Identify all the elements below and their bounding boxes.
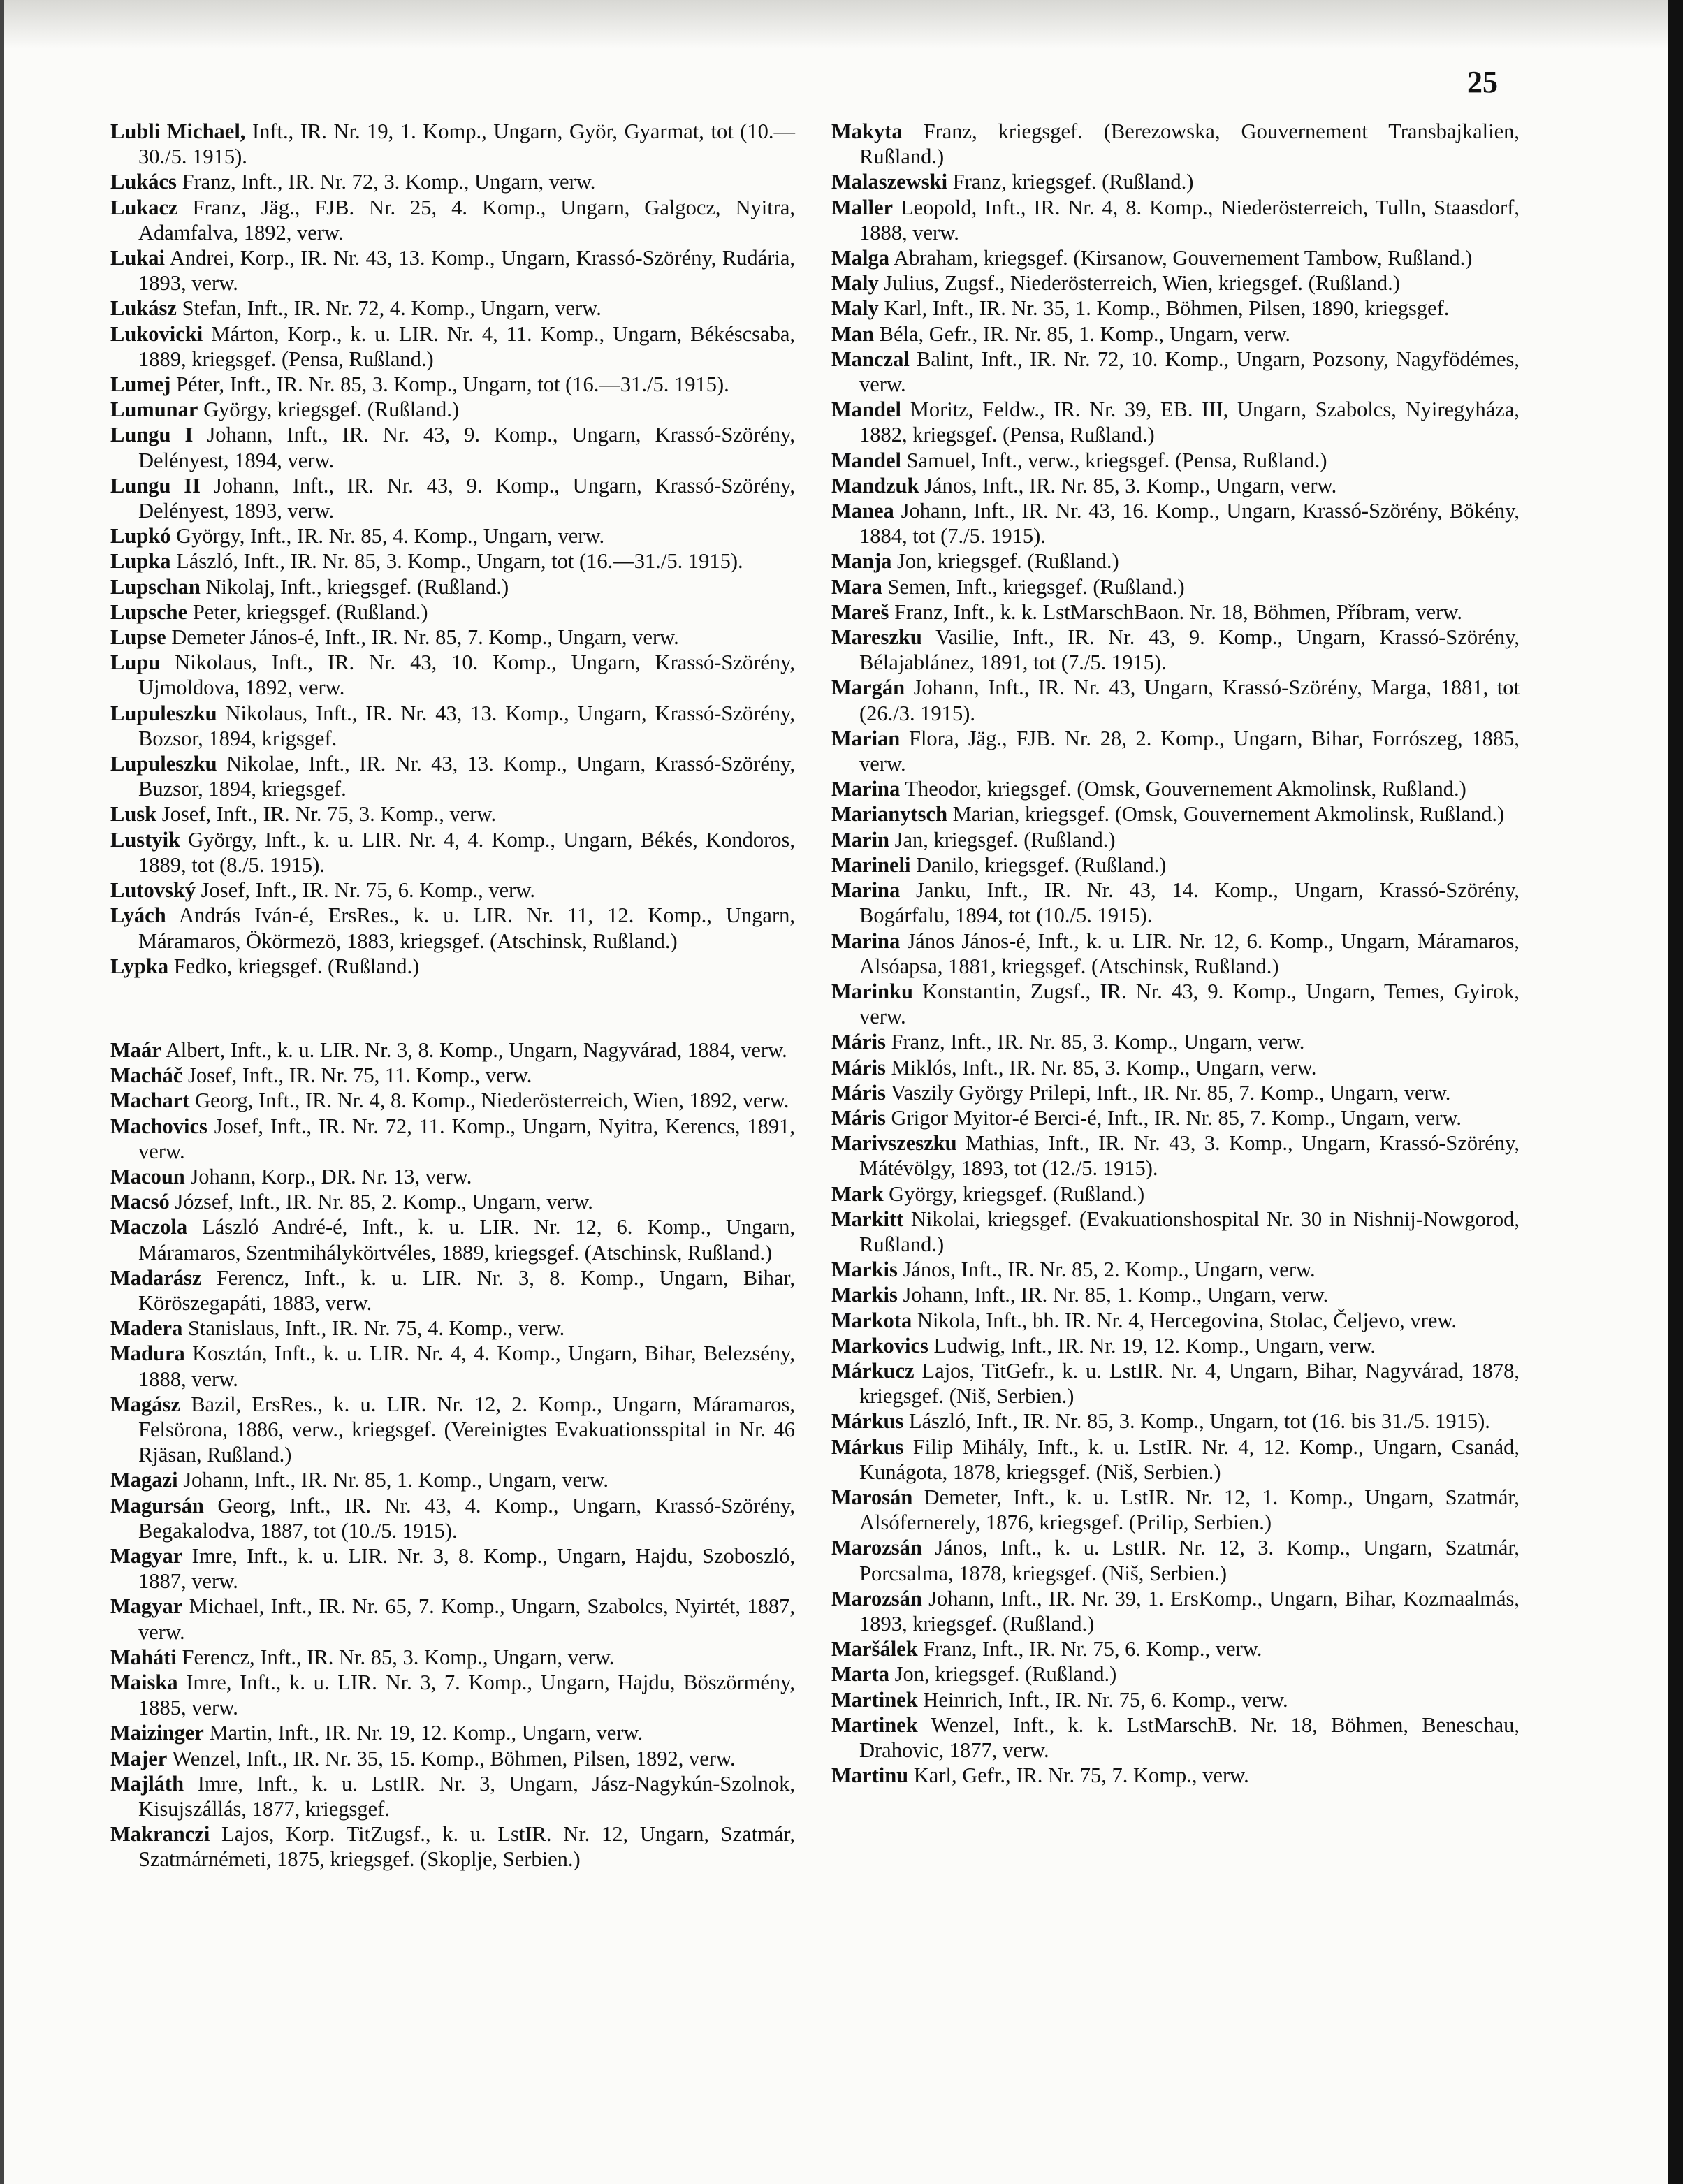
entry-surname: Márkus bbox=[831, 1434, 904, 1459]
register-entry bbox=[110, 954, 795, 979]
register-entry bbox=[110, 701, 795, 751]
entry-details: Grigor Myitor-é Berci-é, Inft., IR. Nr. 85, 7. Komp., Ungarn, verw. bbox=[885, 1105, 1462, 1130]
entry-surname: Márkucz bbox=[831, 1358, 915, 1383]
register-entry bbox=[831, 1358, 1520, 1408]
entry-surname: Maczola bbox=[110, 1215, 188, 1239]
entry-surname: Martinu bbox=[831, 1763, 909, 1788]
scan-edge-left bbox=[0, 0, 4, 2184]
register-entry bbox=[110, 599, 795, 625]
entry-surname: Marozsán bbox=[831, 1536, 922, 1560]
register-entry bbox=[831, 1080, 1520, 1105]
entry-surname: Lungu I bbox=[110, 423, 194, 447]
entry-details: Josef, Inft., IR. Nr. 72, 11. Komp., Ungarn, Nyitra, Kerencs, 1891, verw. bbox=[138, 1114, 795, 1163]
entry-details: Peter, kriegsgef. (Rußland.) bbox=[187, 599, 428, 624]
register-entry bbox=[831, 979, 1520, 1029]
entry-details: Wenzel, Inft., k. k. LstMarschB. Nr. 18, Böhmen, Beneschau, Drahovic, 1877, verw. bbox=[859, 1712, 1520, 1762]
entry-details: Martin, Inft., IR. Nr. 19, 12. Komp., Ungarn, verw. bbox=[203, 1721, 643, 1745]
entry-surname: Lypka bbox=[110, 954, 169, 978]
entry-surname: Malaszewski bbox=[831, 170, 948, 194]
register-entry bbox=[110, 650, 795, 700]
entry-surname: Marina bbox=[831, 878, 901, 903]
entry-surname: Macsó bbox=[110, 1190, 170, 1214]
entry-details: Josef, Inft., IR. Nr. 75, 11. Komp., verw. bbox=[182, 1063, 532, 1088]
entry-details: Franz, Inft., IR. Nr. 85, 3. Komp., Ungarn, verw. bbox=[885, 1030, 1305, 1054]
entry-surname: Máris bbox=[831, 1055, 886, 1079]
entry-details: Johann, Inft., IR. Nr. 43, 9. Komp., Ungarn, Krassó-Szörény, Delényest, 1893, verw. bbox=[138, 473, 795, 523]
register-entry bbox=[831, 1257, 1520, 1282]
entry-surname: Mandel bbox=[831, 448, 901, 472]
entry-surname: Maizinger bbox=[110, 1721, 204, 1745]
entry-surname: Marin bbox=[831, 827, 890, 852]
entry-surname: Lupsche bbox=[110, 599, 188, 624]
entry-surname: Madura bbox=[110, 1341, 185, 1366]
register-entry bbox=[110, 548, 795, 574]
register-entry bbox=[110, 1038, 795, 1063]
entry-surname: Máris bbox=[831, 1030, 886, 1054]
register-entry bbox=[831, 245, 1520, 270]
entry-surname: Marina bbox=[831, 777, 901, 801]
register-entry bbox=[110, 574, 795, 599]
entry-details: Semen, Inft., kriegsgef. (Rußland.) bbox=[882, 574, 1185, 599]
entry-surname: Majláth bbox=[110, 1771, 184, 1796]
entry-surname: Lustyik bbox=[110, 827, 181, 852]
entry-details: Johann, Inft., IR. Nr. 85, 1. Komp., Ungarn, verw. bbox=[177, 1468, 609, 1492]
register-entry bbox=[110, 1265, 795, 1316]
register-entry bbox=[110, 1594, 795, 1644]
register-entry bbox=[831, 1207, 1520, 1257]
register-entry bbox=[831, 1308, 1520, 1333]
entry-surname: Manja bbox=[831, 549, 892, 574]
register-entry bbox=[110, 903, 795, 953]
entry-details: Karl, Inft., IR. Nr. 35, 1. Komp., Böhmen, Pilsen, 1890, kriegsgef. bbox=[878, 296, 1450, 321]
entry-surname: Madarász bbox=[110, 1265, 202, 1290]
scan-edge-right bbox=[1668, 0, 1683, 2184]
register-entry bbox=[110, 625, 795, 650]
entry-details: Georg, Inft., IR. Nr. 4, 8. Komp., Niederösterreich, Wien, 1892, verw. bbox=[189, 1089, 789, 1113]
entry-surname: Maršálek bbox=[831, 1637, 918, 1661]
register-entry bbox=[110, 1114, 795, 1164]
register-entry bbox=[831, 1029, 1520, 1054]
entry-surname: Marianytsch bbox=[831, 802, 948, 827]
entry-surname: Manczal bbox=[831, 347, 910, 371]
register-entry bbox=[110, 169, 795, 194]
register-entry bbox=[110, 422, 795, 472]
entry-details: Josef, Inft., IR. Nr. 75, 3. Komp., verw. bbox=[156, 802, 497, 827]
entry-surname: Maly bbox=[831, 271, 879, 296]
entry-details: Theodor, kriegsgef. (Omsk, Gouvernement Akmolinsk, Rußland.) bbox=[900, 777, 1466, 801]
entry-details: Abraham, kriegsgef. (Kirsanow, Gouvernement Tambow, Rußland.) bbox=[889, 246, 1473, 270]
entry-surname: Man bbox=[831, 321, 874, 346]
entry-surname: Machart bbox=[110, 1089, 190, 1113]
scan-shadow-top bbox=[0, 0, 1668, 49]
register-entry bbox=[831, 1586, 1520, 1636]
register-entry bbox=[110, 245, 795, 296]
entry-details: Johann, Inft., IR. Nr. 43, 16. Komp., Ungarn, Krassó-Szörény, Bökény, 1884, tot (7./5. 1915). bbox=[859, 499, 1520, 548]
entry-surname: Lumej bbox=[110, 372, 171, 397]
entry-details: Franz, Inft., IR. Nr. 72, 3. Komp., Ungarn, verw. bbox=[176, 170, 596, 194]
entry-details: Péter, Inft., IR. Nr. 85, 3. Komp., Ungarn, tot (16.—31./5. 1915). bbox=[170, 372, 729, 397]
entry-surname: Maháti bbox=[110, 1645, 177, 1669]
entry-details: Franz, Inft., IR. Nr. 75, 6. Komp., verw. bbox=[917, 1637, 1262, 1661]
entry-surname: Manea bbox=[831, 499, 894, 523]
register-entry bbox=[831, 119, 1520, 169]
entry-details: László, Inft., IR. Nr. 85, 3. Komp., Ungarn, tot (16.—31./5. 1915). bbox=[170, 549, 743, 574]
left-column bbox=[110, 119, 795, 1872]
entry-details: András Iván-é, ErsRes., k. u. LIR. Nr. 11, 12. Komp., Ungarn, Máramaros, Ökörmezö, 1883, kriegsgef. (Atschinsk, Rußland.) bbox=[138, 903, 795, 953]
register-entry bbox=[110, 1467, 795, 1492]
register-entry bbox=[831, 548, 1520, 574]
entry-surname: Lupu bbox=[110, 650, 161, 675]
register-entry bbox=[831, 1763, 1520, 1788]
entry-details: Franz, kriegsgef. (Rußland.) bbox=[947, 170, 1194, 194]
entry-surname: Machovics bbox=[110, 1114, 207, 1138]
entry-details: János, Inft., IR. Nr. 85, 2. Komp., Ungarn, verw. bbox=[897, 1258, 1316, 1282]
entry-surname: Madera bbox=[110, 1316, 183, 1341]
entry-surname: Mareš bbox=[831, 599, 889, 624]
entry-details: János János-é, Inft., k. u. LIR. Nr. 12, 6. Komp., Ungarn, Máramaros, Alsóapsa, 1881, kriegsgef. (Atschinsk, Rußland.) bbox=[859, 929, 1520, 978]
register-entry bbox=[831, 1333, 1520, 1358]
register-entry bbox=[110, 1746, 795, 1771]
entry-details: Franz, Jäg., FJB. Nr. 25, 4. Komp., Ungarn, Galgocz, Nyitra, Adamfalva, 1892, verw. bbox=[138, 195, 795, 245]
entry-details: Samuel, Inft., verw., kriegsgef. (Pensa, Rußland.) bbox=[901, 448, 1327, 472]
register-entry bbox=[831, 1485, 1520, 1535]
entry-details: Lajos, Korp. TitZugsf., k. u. LstIR. Nr. 12, Ungarn, Szatmár, Szatmárnémeti, 1875, kriegsgef. (Skoplje, Serbien.) bbox=[138, 1822, 795, 1872]
register-entry bbox=[831, 726, 1520, 776]
entry-details: Heinrich, Inft., IR. Nr. 75, 6. Komp., verw. bbox=[917, 1687, 1288, 1712]
entry-surname: Lukász bbox=[110, 296, 177, 321]
entry-details: Flora, Jäg., FJB. Nr. 28, 2. Komp., Ungarn, Bihar, Forrószeg, 1885, verw. bbox=[859, 726, 1520, 776]
entry-details: Jan, kriegsgef. (Rußland.) bbox=[889, 827, 1116, 852]
entry-surname: Lubli Michael, bbox=[110, 119, 246, 143]
entry-details: Miklós, Inft., IR. Nr. 85, 3. Komp., Ungarn, verw. bbox=[885, 1055, 1317, 1079]
entry-details: Stefan, Inft., IR. Nr. 72, 4. Komp., Ungarn, verw. bbox=[176, 296, 602, 321]
entry-details: Janku, Inft., IR. Nr. 43, 14. Komp., Ungarn, Krassó-Szörény, Bogárfalu, 1894, tot (10./5. 1915). bbox=[859, 878, 1520, 928]
register-entry bbox=[831, 1055, 1520, 1080]
entry-details: Nikolae, Inft., IR. Nr. 43, 13. Komp., Ungarn, Krassó-Szörény, Buzsor, 1894, kriegsgef. bbox=[138, 752, 795, 801]
register-entry bbox=[110, 1063, 795, 1088]
entry-details: Kosztán, Inft., k. u. LIR. Nr. 4, 4. Komp., Ungarn, Bihar, Belezsény, 1888, verw. bbox=[138, 1341, 795, 1391]
entry-surname: Lukács bbox=[110, 170, 177, 194]
register-entry bbox=[831, 270, 1520, 296]
register-entry bbox=[110, 372, 795, 397]
entry-details: Fedko, kriegsgef. (Rußland.) bbox=[168, 954, 420, 978]
entry-details: Konstantin, Zugsf., IR. Nr. 43, 9. Komp., Ungarn, Temes, Gyirok, verw. bbox=[859, 979, 1520, 1029]
entry-surname: Marozsán bbox=[831, 1586, 922, 1610]
entry-surname: Markis bbox=[831, 1258, 898, 1282]
register-entry bbox=[831, 296, 1520, 321]
entry-surname: Lukacz bbox=[110, 195, 178, 219]
register-entry bbox=[110, 751, 795, 801]
entry-details: Johann, Inft., IR. Nr. 39, 1. ErsKomp., Ungarn, Bihar, Kozmaalmás, 1893, kriegsgef. (Rußland.) bbox=[859, 1586, 1520, 1636]
entry-details: László, Inft., IR. Nr. 85, 3. Komp., Ungarn, tot (16. bis 31./5. 1915). bbox=[903, 1409, 1490, 1434]
entry-details: Ferencz, Inft., k. u. LIR. Nr. 3, 8. Komp., Ungarn, Bihar, Köröszegapáti, 1883, verw. bbox=[138, 1265, 795, 1315]
register-entry bbox=[110, 119, 795, 169]
entry-surname: Makyta bbox=[831, 119, 903, 143]
register-entry bbox=[110, 1645, 795, 1670]
entry-details: Leopold, Inft., IR. Nr. 4, 8. Komp., Niederösterreich, Tulln, Staasdorf, 1888, verw. bbox=[859, 195, 1520, 245]
entry-surname: Marinku bbox=[831, 979, 913, 1003]
register-entry bbox=[110, 1088, 795, 1113]
entry-surname: Lupse bbox=[110, 625, 166, 650]
right-column bbox=[831, 119, 1520, 1788]
entry-details: György, Inft., k. u. LIR. Nr. 4, 4. Komp., Ungarn, Békés, Kondoros, 1889, tot (8./5. 1915). bbox=[138, 827, 795, 877]
register-entry bbox=[110, 1771, 795, 1821]
register-entry bbox=[110, 1164, 795, 1189]
entry-surname: Lungu II bbox=[110, 473, 201, 497]
register-entry bbox=[110, 1720, 795, 1745]
entry-details: Marian, kriegsgef. (Omsk, Gouvernement Akmolinsk, Rußland.) bbox=[947, 802, 1505, 827]
register-entry bbox=[831, 473, 1520, 498]
register-entry bbox=[110, 1821, 795, 1872]
register-entry bbox=[110, 195, 795, 245]
register-entry bbox=[831, 169, 1520, 194]
register-entry bbox=[831, 675, 1520, 725]
entry-surname: Lusk bbox=[110, 802, 157, 827]
entry-details: Nikolai, kriegsgef. (Evakuationshospital Nr. 30 in Nishnij-Nowgorod, Rußland.) bbox=[859, 1207, 1520, 1256]
register-entry bbox=[831, 1105, 1520, 1130]
entry-surname: Lupuleszku bbox=[110, 701, 217, 725]
entry-surname: Magyar bbox=[110, 1543, 183, 1568]
entry-surname: Lupschan bbox=[110, 574, 201, 599]
entry-details: Stanislaus, Inft., IR. Nr. 75, 4. Komp., verw. bbox=[182, 1316, 565, 1341]
register-entry bbox=[831, 878, 1520, 928]
register-entry bbox=[110, 827, 795, 878]
section-gap bbox=[110, 979, 795, 1038]
register-entry bbox=[110, 397, 795, 422]
entry-surname: Lupkó bbox=[110, 524, 171, 548]
register-entry bbox=[831, 195, 1520, 245]
entry-surname: Maár bbox=[110, 1038, 161, 1062]
entry-surname: Malga bbox=[831, 246, 890, 270]
register-entry bbox=[831, 321, 1520, 347]
entry-surname: Lyách bbox=[110, 903, 166, 928]
page-number: 25 bbox=[1467, 65, 1498, 99]
entry-surname: Mark bbox=[831, 1181, 884, 1206]
register-entry bbox=[831, 397, 1520, 447]
entry-details: József, Inft., IR. Nr. 85, 2. Komp., Ungarn, verw. bbox=[169, 1190, 593, 1214]
entry-details: Ferencz, Inft., IR. Nr. 85, 3. Komp., Ungarn, verw. bbox=[176, 1645, 615, 1669]
entry-details: Mathias, Inft., IR. Nr. 43, 3. Komp., Ungarn, Krassó-Szörény, Mátévölgy, 1893, tot (12./5. 1915). bbox=[859, 1131, 1520, 1181]
register-entry bbox=[831, 625, 1520, 675]
entry-details: Nikola, Inft., bh. IR. Nr. 4, Hercegovina, Stolac, Čeljevo, vrew. bbox=[912, 1308, 1457, 1332]
entry-details: Lajos, TitGefr., k. u. LstIR. Nr. 4, Ungarn, Bihar, Nagyvárad, 1878, kriegsgef. (Niš, Serbien.) bbox=[859, 1358, 1520, 1408]
register-entry bbox=[110, 473, 795, 523]
register-entry bbox=[110, 1316, 795, 1341]
entry-details: Albert, Inft., k. u. LIR. Nr. 3, 8. Komp., Ungarn, Nagyvárad, 1884, verw. bbox=[161, 1038, 787, 1062]
entry-details: Moritz, Feldw., IR. Nr. 39, EB. III, Ungarn, Szabolcs, Nyiregyháza, 1882, kriegsgef. (Pensa, Rußland.) bbox=[859, 398, 1520, 447]
entry-surname: Macháč bbox=[110, 1063, 183, 1088]
entry-surname: Magyar bbox=[110, 1594, 183, 1619]
register-entry bbox=[831, 599, 1520, 625]
register-entry bbox=[110, 1670, 795, 1720]
entry-details: Vaszily György Prilepi, Inft., IR. Nr. 85, 7. Komp., Ungarn, verw. bbox=[885, 1080, 1451, 1105]
register-entry bbox=[831, 1130, 1520, 1181]
entry-details: Michael, Inft., IR. Nr. 65, 7. Komp., Ungarn, Szabolcs, Nyirtét, 1887, verw. bbox=[138, 1594, 795, 1644]
entry-details: Márton, Korp., k. u. LIR. Nr. 4, 11. Komp., Ungarn, Békéscsaba, 1889, kriegsgef. (Pensa, Rußland.) bbox=[138, 321, 795, 371]
register-entry bbox=[831, 1636, 1520, 1661]
entry-surname: Magazi bbox=[110, 1468, 178, 1492]
entry-surname: Mandel bbox=[831, 398, 901, 422]
entry-surname: Majer bbox=[110, 1746, 168, 1770]
register-entry bbox=[831, 1434, 1520, 1485]
register-entry bbox=[110, 1214, 795, 1265]
entry-surname: Makranczi bbox=[110, 1822, 210, 1847]
entry-details: Johann, Korp., DR. Nr. 13, verw. bbox=[184, 1164, 472, 1188]
register-entry bbox=[110, 1493, 795, 1543]
entry-details: Wenzel, Inft., IR. Nr. 35, 15. Komp., Böhmen, Pilsen, 1892, verw. bbox=[167, 1746, 736, 1770]
entry-details: Balint, Inft., IR. Nr. 72, 10. Komp., Ungarn, Pozsony, Nagyfödémes, verw. bbox=[859, 347, 1520, 397]
register-entry bbox=[110, 523, 795, 548]
entry-surname: Marta bbox=[831, 1662, 889, 1687]
entry-details: György, kriegsgef. (Rußland.) bbox=[883, 1181, 1145, 1206]
entry-surname: Macoun bbox=[110, 1164, 185, 1188]
entry-surname: Maller bbox=[831, 195, 894, 219]
register-entry bbox=[831, 1712, 1520, 1763]
register-entry bbox=[831, 498, 1520, 548]
entry-surname: Marosán bbox=[831, 1485, 913, 1509]
register-entry bbox=[831, 776, 1520, 801]
entry-surname: Lukai bbox=[110, 246, 165, 270]
register-entry bbox=[110, 296, 795, 321]
entry-details: Filip Mihály, Inft., k. u. LstIR. Nr. 4, 12. Komp., Ungarn, Csanád, Kunágota, 1878, kriegsgef. (Niš, Serbien.) bbox=[859, 1434, 1520, 1484]
entry-details: Johann, Inft., IR. Nr. 43, 9. Komp., Ungarn, Krassó-Szörény, Delényest, 1894, verw. bbox=[138, 423, 795, 472]
entry-details: Danilo, kriegsgef. (Rußland.) bbox=[910, 852, 1167, 877]
register-entry bbox=[831, 1535, 1520, 1585]
register-entry bbox=[831, 448, 1520, 473]
entry-details: Bazil, ErsRes., k. u. LIR. Nr. 12, 2. Komp., Ungarn, Máramaros, Felsörona, 1886, verw., kriegsgef. (Vereinigtes Evakuationsspital in Nr. 46 Rjäsan, Rußland.) bbox=[138, 1392, 795, 1467]
register-entry bbox=[110, 1189, 795, 1214]
entry-details: György, kriegsgef. (Rußland.) bbox=[198, 398, 459, 422]
entry-details: János, Inft., k. u. LstIR. Nr. 12, 3. Komp., Ungarn, Szatmár, Porcsalma, 1878, kriegsgef. (Niš, Serbien.) bbox=[859, 1536, 1520, 1585]
entry-details: Inft., IR. Nr. 19, 1. Komp., Ungarn, Györ, Gyarmat, tot (10.—30./5. 1915). bbox=[138, 119, 795, 169]
entry-surname: Lukovicki bbox=[110, 321, 203, 346]
entry-details: Demeter János-é, Inft., IR. Nr. 85, 7. Komp., Ungarn, verw. bbox=[166, 625, 679, 650]
entry-surname: Máris bbox=[831, 1080, 886, 1105]
entry-surname: Magursán bbox=[110, 1493, 204, 1517]
entry-details: Andrei, Korp., IR. Nr. 43, 13. Komp., Ungarn, Krassó-Szörény, Rudária, 1893, verw. bbox=[138, 246, 795, 296]
entry-surname: Mareszku bbox=[831, 625, 922, 650]
entry-surname: Mandzuk bbox=[831, 473, 919, 497]
register-entry bbox=[831, 929, 1520, 979]
entry-surname: Marivszeszku bbox=[831, 1131, 957, 1156]
entry-surname: Markovics bbox=[831, 1333, 928, 1357]
entry-surname: Margán bbox=[831, 676, 905, 700]
register-entry bbox=[110, 878, 795, 903]
entry-details: Julius, Zugsf., Niederösterreich, Wien, kriegsgef. (Rußland.) bbox=[878, 271, 1400, 296]
entry-details: Josef, Inft., IR. Nr. 75, 6. Komp., verw. bbox=[196, 878, 536, 903]
entry-details: Karl, Gefr., IR. Nr. 75, 7. Komp., verw. bbox=[908, 1763, 1249, 1788]
entry-surname: Mara bbox=[831, 574, 882, 599]
entry-surname: Markota bbox=[831, 1308, 912, 1332]
entry-surname: Maly bbox=[831, 296, 879, 321]
register-entry bbox=[831, 852, 1520, 878]
entry-details: Demeter, Inft., k. u. LstIR. Nr. 12, 1. Komp., Ungarn, Szatmár, Alsófernerely, 1876, kriegsgef. (Prilip, Serbien.) bbox=[859, 1485, 1520, 1535]
register-entry bbox=[110, 801, 795, 827]
register-entry bbox=[831, 801, 1520, 827]
entry-details: Georg, Inft., IR. Nr. 43, 4. Komp., Ungarn, Krassó-Szörény, Begakalodva, 1887, tot (10./5. 1915). bbox=[138, 1493, 795, 1543]
entry-surname: Markitt bbox=[831, 1207, 904, 1231]
register-entry bbox=[110, 1341, 795, 1391]
entry-surname: Martinek bbox=[831, 1687, 918, 1712]
register-entry bbox=[831, 574, 1520, 599]
entry-surname: Marina bbox=[831, 929, 901, 953]
entry-surname: Lutovský bbox=[110, 878, 196, 903]
entry-details: Jon, kriegsgef. (Rußland.) bbox=[889, 1662, 1117, 1687]
register-entry bbox=[831, 347, 1520, 397]
entry-surname: Márkus bbox=[831, 1409, 904, 1434]
register-entry bbox=[831, 1282, 1520, 1307]
entry-details: Vasilie, Inft., IR. Nr. 43, 9. Komp., Ungarn, Krassó-Szörény, Bélajablánez, 1891, tot (7./5. 1915). bbox=[859, 625, 1520, 675]
register-entry bbox=[831, 827, 1520, 852]
entry-surname: Martinek bbox=[831, 1712, 918, 1737]
entry-details: Ludwig, Inft., IR. Nr. 19, 12. Komp., Ungarn, verw. bbox=[928, 1333, 1376, 1357]
entry-details: Imre, Inft., k. u. LIR. Nr. 3, 8. Komp., Ungarn, Hajdu, Szoboszló, 1887, verw. bbox=[138, 1543, 795, 1594]
entry-details: Nikolaus, Inft., IR. Nr. 43, 13. Komp., Ungarn, Krassó-Szörény, Bozsor, 1894, krigsgef. bbox=[138, 701, 795, 750]
entry-details: Johann, Inft., IR. Nr. 85, 1. Komp., Ungarn, verw. bbox=[897, 1283, 1329, 1307]
entry-surname: Marian bbox=[831, 726, 901, 750]
entry-details: Johann, Inft., IR. Nr. 43, Ungarn, Krassó-Szörény, Marga, 1881, tot (26./3. 1915). bbox=[859, 676, 1520, 725]
entry-surname: Marineli bbox=[831, 852, 911, 877]
entry-surname: Lumunar bbox=[110, 398, 198, 422]
entry-details: Nikolaus, Inft., IR. Nr. 43, 10. Komp., Ungarn, Krassó-Szörény, Ujmoldova, 1892, verw. bbox=[138, 650, 795, 700]
entry-surname: Markis bbox=[831, 1283, 898, 1307]
entry-details: Imre, Inft., k. u. LstIR. Nr. 3, Ungarn, Jász-Nagykún-Szolnok, Kisujszállás, 1877, kriegsgef. bbox=[138, 1771, 795, 1821]
register-entry bbox=[831, 1661, 1520, 1687]
entry-details: Imre, Inft., k. u. LIR. Nr. 3, 7. Komp., Ungarn, Hajdu, Böszörmény, 1885, verw. bbox=[138, 1670, 795, 1720]
entry-details: János, Inft., IR. Nr. 85, 3. Komp., Ungarn, verw. bbox=[919, 473, 1337, 497]
entry-surname: Máris bbox=[831, 1105, 886, 1130]
entry-details: Nikolaj, Inft., kriegsgef. (Rußland.) bbox=[200, 574, 509, 599]
entry-details: Franz, kriegsgef. (Berezowska, Gouvernement Transbajkalien, Rußland.) bbox=[859, 119, 1520, 169]
entry-surname: Magász bbox=[110, 1392, 180, 1416]
register-entry bbox=[110, 1392, 795, 1468]
entry-surname: Lupka bbox=[110, 549, 171, 574]
register-entry bbox=[110, 1543, 795, 1594]
entry-details: László André-é, Inft., k. u. LIR. Nr. 12, 6. Komp., Ungarn, Máramaros, Szentmihálykörtvéles, 1889, kriegsgef. (Atschinsk, Rußland.) bbox=[138, 1215, 795, 1265]
entry-details: Jon, kriegsgef. (Rußland.) bbox=[891, 549, 1119, 574]
register-entry bbox=[831, 1408, 1520, 1434]
register-entry bbox=[110, 321, 795, 372]
register-entry bbox=[831, 1687, 1520, 1712]
entry-surname: Maiska bbox=[110, 1670, 178, 1694]
entry-details: György, Inft., IR. Nr. 85, 4. Komp., Ungarn, verw. bbox=[170, 524, 605, 548]
entry-details: Franz, Inft., k. k. LstMarschBaon. Nr. 18, Böhmen, Příbram, verw. bbox=[889, 599, 1462, 624]
entry-surname: Lupuleszku bbox=[110, 752, 217, 776]
entry-details: Béla, Gefr., IR. Nr. 85, 1. Komp., Ungarn, verw. bbox=[874, 321, 1291, 346]
register-entry bbox=[831, 1181, 1520, 1207]
